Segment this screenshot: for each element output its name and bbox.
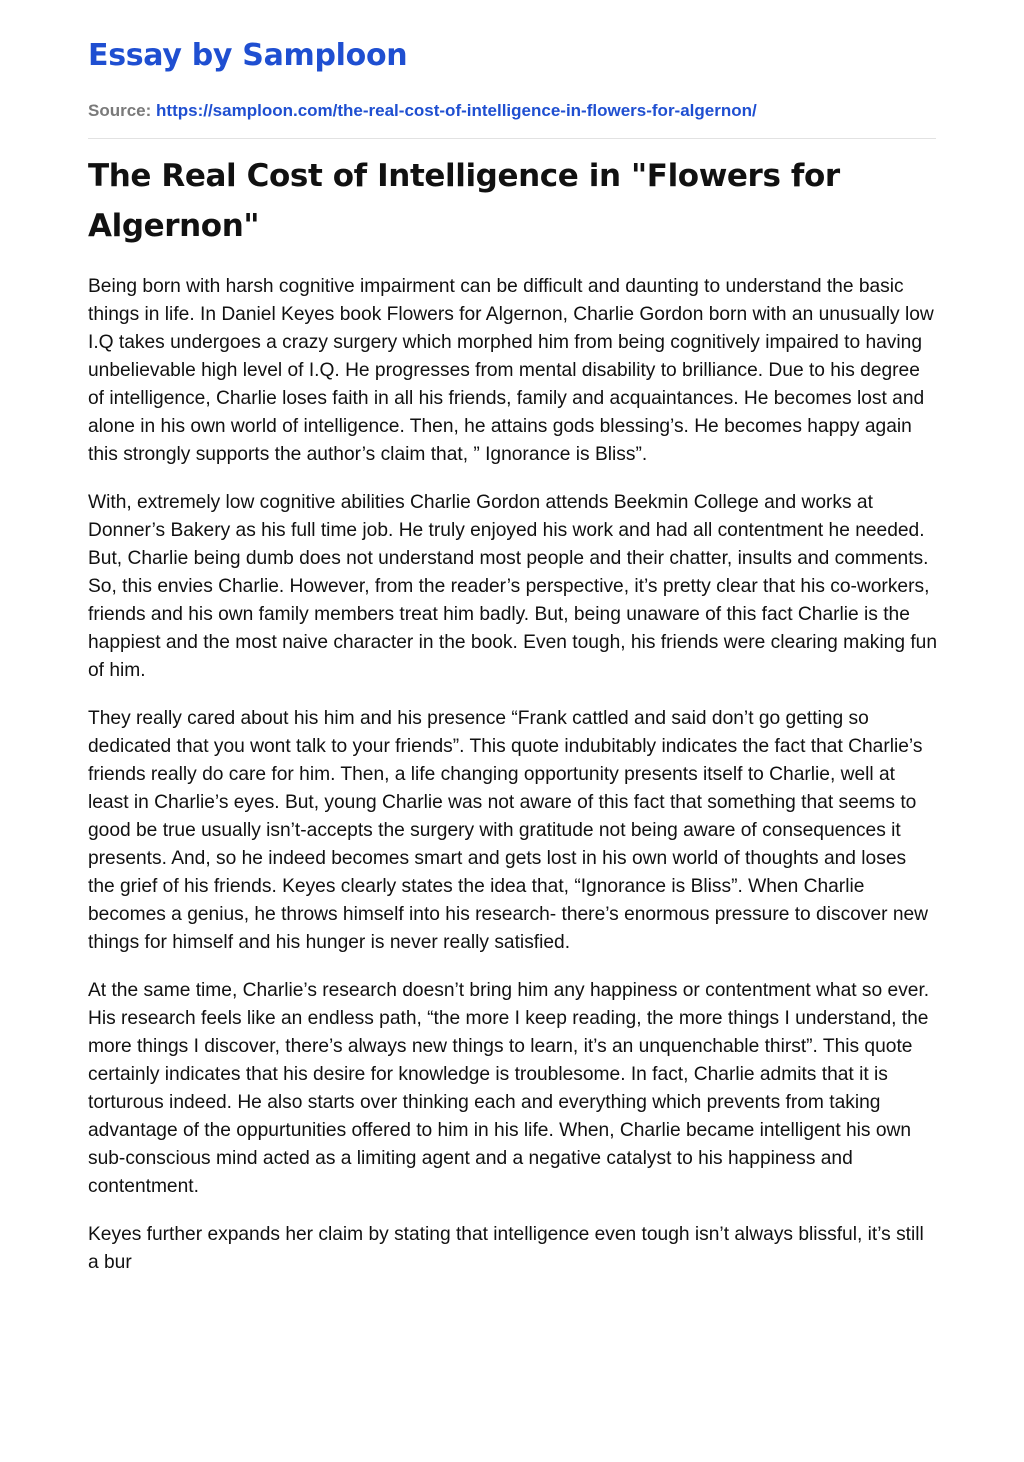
article-body	[88, 273, 936, 1277]
source-link[interactable]: https://samploon.com/the-real-cost-of-intelligence-in-flowers-for-algernon/	[156, 101, 757, 120]
source-line	[88, 100, 936, 122]
article-paragraph-4: At the same time, Charlie’s research doesn’t bring him any happiness or contentment what so ever. His research feels like an endless path, “the more I keep reading, the more things I understand, the more things I discover, there’s always new things to learn, it’s an unquenchable thirst”. This quote certainly indicates that his desire for knowledge is troublesome. In fact, Charlie admits that it is torturous indeed. He also starts over thinking each and everything which prevents from taking advantage of the oppurtunities offered to him in his life. When, Charlie became intelligent his own sub-conscious mind acted as a limiting agent and a negative catalyst to his happiness and contentment.	[88, 980, 930, 1197]
article-paragraph-2: With, extremely low cognitive abilities Charlie Gordon attends Beekmin College and works at Donner’s Bakery as his full time job. He truly enjoyed his work and had all contentment he needed. But, Charlie being dumb does not understand most people and their chatter, insults and comments. So, this envies Charlie. However, from the reader’s perspective, it’s pretty clear that his co-workers, friends and his own family members treat him badly. But, being unaware of this fact Charlie is the happiest and the most naive character in the book. Even tough, his friends were clearing making fun of him.	[88, 492, 938, 681]
article-paragraph-1: Being born with harsh cognitive impairment can be difficult and daunting to understand the basic things in life. In Daniel Keyes book Flowers for Algernon, Charlie Gordon born with an unusually low I.Q takes undergoes a crazy surgery which morphed him from being cognitively impaired to having unbelievable high level of I.Q. He progresses from mental disability to brilliance. Due to his degree of intelligence, Charlie loses faith in all his friends, family and acquaintances. He becomes lost and alone in his own world of intelligence. Then, he attains gods blessing’s. He becomes happy again this strongly supports the author’s claim that, ” Ignorance is Bliss”.	[88, 276, 934, 465]
source-label: Source:	[88, 101, 152, 120]
header-divider	[88, 138, 936, 139]
brand-title: Essay by Samploon	[88, 38, 408, 73]
article-paragraph-5: Keyes further expands her claim by stating that intelligence even tough isn’t always blissful, it’s still a bur	[88, 1224, 924, 1273]
article-title: The Real Cost of Intelligence in "Flowers for Algernon"	[88, 158, 840, 244]
article-paragraph-3: They really cared about his him and his presence “Frank cattled and said don’t go getting so dedicated that you wont talk to your friends”. This quote indubitably indicates the fact that Charlie’s friends really do care for him. Then, a life changing opportunity presents itself to Charlie, well at least in Charlie’s eyes. But, young Charlie was not aware of this fact that something that seems to good be true usually isn’t-accepts the surgery with gratitude not being aware of consequences it presents. And, so he indeed becomes smart and gets lost in his own world of thoughts and loses the grief of his friends. Keyes clearly states the idea that, “Ignorance is Bliss”. When Charlie becomes a genius, he throws himself into his research- there’s enormous pressure to discover new things for himself and his hunger is never really satisfied.	[88, 708, 929, 953]
